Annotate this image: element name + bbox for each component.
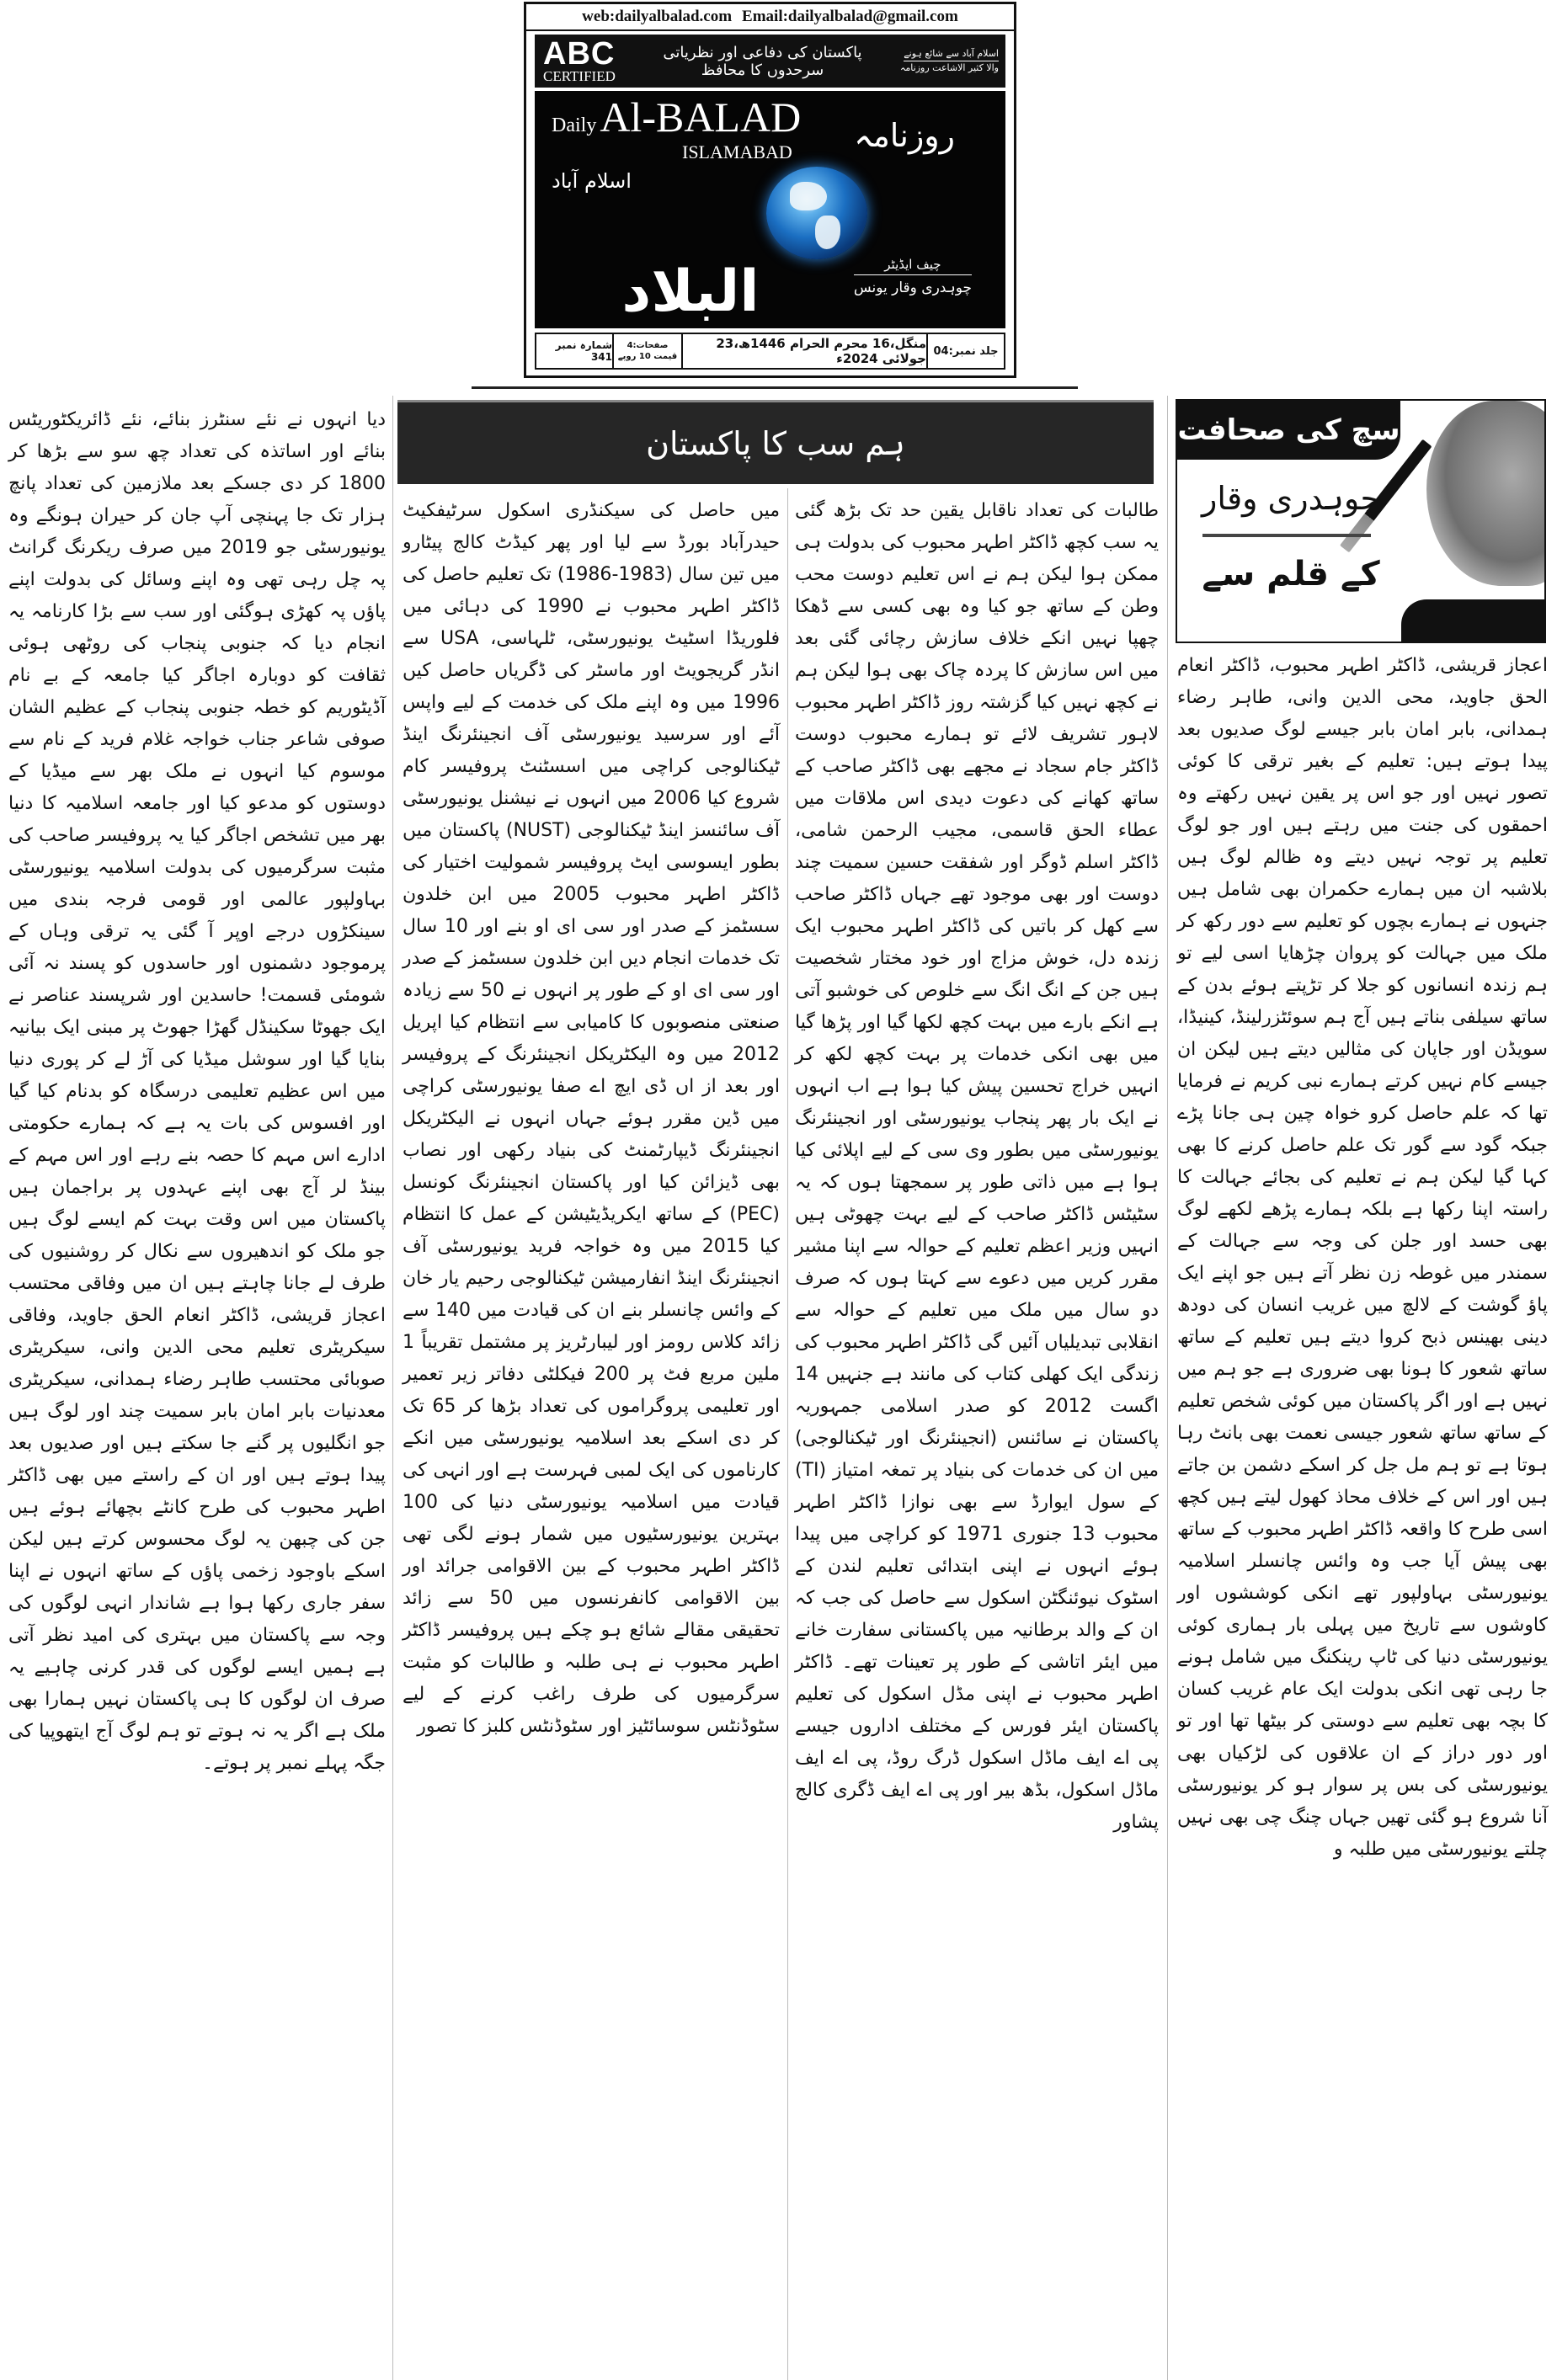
chief-editor-name: چوہدری وقار یونس xyxy=(853,280,972,296)
column-divider xyxy=(1167,396,1168,2380)
chief-editor xyxy=(854,256,972,297)
hand-image xyxy=(1426,401,1546,586)
email-link[interactable]: Email:dailyalbalad@gmail.com xyxy=(742,8,958,25)
issue-info-bar xyxy=(535,333,1005,370)
certified-label: CERTIFIED xyxy=(543,67,616,84)
pages-and-price xyxy=(612,334,681,368)
city-ur: اسلام آباد xyxy=(552,169,632,193)
column-1-text: اعجاز قریشی، ڈاکٹر اطہر محبوب، ڈاکٹر انعام الحق جاوید، محی الدین وانی، طاہر رضاء ہمدانی، بابر امان بابر جیسے لوگ صدیوں بعد پیدا ہوتے ہیں: تعلیم کے بغیر ترقی کا کوئی تصور نہیں اور جو اس پر یقین نہیں رکھتے وہ احمقوں کی جنت میں رہتے ہیں اور جو لوگ تعلیم پر توجہ نہیں دیتے وہ ظالم لوگ ہیں بلاشبہ ان میں ہمارے حکمران بھی شامل ہیں جنہوں نے ہمارے بچوں کو تعلیم سے دور رکھ کر ملک میں جہالت کو پروان چڑھایا اسی لیے تو ہم زندہ انسانوں کو جلا کر تڑپتے ہوئے بدن کے ساتھ سیلفی بناتے ہیں آج ہم سوئٹزرلینڈ، کینیڈا، سویڈن اور جاپان کی مثالیں دیتے ہیں لیکن ان جیسے کام نہیں کرتے ہمارے نبی کریم نے فرمایا تھا کہ علم حاصل کرو خواہ چین ہی جانا پڑے جبکہ گود سے گور تک علم حاصل کرنے کا بھی کہا گیا لیکن ہم نے تعلیم کی بجائے جہالت کا راستہ اپنا رکھا ہے بلکہ ہمارے پڑھے لکھے لوگ بھی حسد اور جلن کی وجہ سے جہالت کے سمندر میں غوطہ زن نظر آتے ہیں جو اپنے ایک پاؤ گوشت کے لالچ میں غریب انسان کی دودھ دینی بھینس ذبح کروا دیتے ہیں تعلیم کے ساتھ ساتھ شعور کا ہونا بھی ضروری ہے جو ہم میں نہیں ہے اور اگر پاکستان میں کوئی شخص تعلیم کے ساتھ ساتھ شعور جیسی نعمت بھی بانٹ رہا ہوتا ہے تو ہم مل جل کر اسکے دشمن بن جاتے ہیں اور اس کے خلاف محاذ کھول لیتے ہیں کچھ اسی طرح کا واقعہ ڈاکٹر اطہر محبوب کے ساتھ بھی پیش آیا جب وہ وائس چانسلر اسلامیہ یونیورسٹی بہاولپور تھے انکی کوششوں اور کاوشوں سے تاریخ میں پہلی بار ہماری کوئی یونیورسٹی دنیا کی ٹاپ رینکنگ میں شامل ہونے جا رہی تھی انکی بدولت ایک عام غریب کسان کا بچہ بھی تعلیم سے دوستی کر بیٹھا تھا اور تو اور دور دراز کے ان علاقوں کی لڑکیاں بھی یونیورسٹی کی بس پر سوار ہو کر یونیورسٹی آنا شروع ہو گئی تھیں جہاں چنگ چی بھی نہیں چلتے یونیورسٹی میں طلبہ و xyxy=(1177,655,1548,1860)
contact-line xyxy=(526,4,1014,31)
article-column-1 xyxy=(1177,650,1548,1866)
daily-label: Daily xyxy=(552,114,597,136)
column-banner: سچ کی صحافت xyxy=(1177,401,1400,460)
abc-label: ABC xyxy=(543,35,616,72)
column-4-text: دیا انہوں نے نئے سنٹرز بنائے، نئے ڈائریکٹوریٹس بنائے اور اساتذہ کی تعداد چھ سو سے بڑھا کر 1800 کر دی جسکے بعد ملازمین کی تعداد پانچ ہزار تک جا پہنچی آپ جان کر حیران ہونگے وہ یونیورسٹی جو 2019 میں صرف ریکرنگ گرانٹ پہ چل رہی تھی وہ اپنے وسائل کی بدولت اپنے پاؤں پہ کھڑی ہوگئی اور سب سے بڑا کارنامہ یہ انجام دیا کہ جنوبی پنجاب کی روٹھی ہوئی ثقافت کو دوبارہ اجاگر کیا جامعہ کے بے نام آڈیٹوریم کو خطہ جنوبی پنجاب کے عظیم الشان صوفی شاعر جناب خواجہ غلام فرید کے نام سے موسوم کیا انہوں نے ملک بھر سے میڈیا کے دوستوں کو مدعو کیا اور جامعہ اسلامیہ کا دنیا بھر میں تشخص اجاگر کیا یہ پروفیسر صاحب کی مثبت سرگرمیوں کی بدولت اسلامیہ یونیورسٹی بہاولپور عالمی اور قومی فرجہ بندی میں سینکڑوں درجے اوپر آ گئی یہ ترقی وہاں کے پرموجود دشمنوں اور حاسدوں کو پسند نہ آئی شومئی قسمت! حاسدین اور شرپسند عناصر نے ایک جھوٹا سکینڈل گھڑا جھوٹ پر مبنی ایک بیانیہ بنایا گیا اور سوشل میڈیا کی آڑ لے کر پوری دنیا میں اس عظیم تعلیمی درسگاہ کو بدنام کیا گیا اور افسوس کی بات یہ ہے کہ ہمارے حکومتی ادارے اس مہم کا حصہ بنے رہے اور اس مہم کے بینڈ لر آج بھی اپنے عہدوں پر براجمان ہیں پاکستان میں اس وقت بہت کم ایسے لوگ ہیں جو ملک کو اندھیروں سے نکال کر روشنیوں کی طرف لے جانا چاہتے ہیں ان میں وفاقی محتسب اعجاز قریشی، ڈاکٹر انعام الحق جاوید، وفاقی سیکریٹری تعلیم محی الدین وانی، سیکریٹری صوبائی محتسب طاہر رضاء ہمدانی، سیکریٹری معدنیات بابر امان بابر سمیت چند اور لوگ ہیں جو انگلیوں پر گنے جا سکتے ہیں اور صدیوں بعد پیدا ہوتے ہیں اور ان کے راستے میں بھی ڈاکٹر اطہر محبوب کی طرح کانٹے بچھائے ہوئے ہیں جن کی چبھن یہ لوگ محسوس کرتے ہیں لیکن اسکے باوجود زخمی پاؤں کے ساتھ انہوں نے اپنا سفر جاری رکھا ہوا ہے شاندار انہی لوگوں کی وجہ سے پاکستان میں بہتری کی امید نظر آتی ہے ہمیں ایسے لوگوں کی قدر کرنی چاہیے یہ صرف ان لوگوں کا ہی پاکستان نہیں ہمارا بھی ملک ہے اگر یہ نہ ہوتے تو ہم لوگ آج ایتھوپیا کی جگہ پہلے نمبر پر ہوتے۔ xyxy=(8,409,386,1774)
masthead-strip xyxy=(535,35,1005,88)
publication-info xyxy=(889,47,1005,75)
column-divider xyxy=(787,488,788,2380)
column-3-text: میں حاصل کی سیکنڈری اسکول سرٹیفکیٹ حیدرآباد بورڈ سے لیا اور پھر کیڈٹ کالج پیٹارو میں تین سال (1983-1986) تک تعلیم حاصل کی ڈاکٹر اطہر محبوب نے 1990 کی دہائی میں فلوریڈا اسٹیٹ یونیورسٹی، ٹلہاسی، USA سے انڈر گریجویٹ اور ماسٹر کی ڈگریاں حاصل کیں 1996 میں وہ اپنے ملک کی خدمت کے لیے واپس آئے اور سرسید یونیورسٹی آف انجینئرنگ اینڈ ٹیکنالوجی کراچی میں اسسٹنٹ پروفیسر کام شروع کیا 2006 میں انہوں نے نیشنل یونیورسٹی آف سائنسز اینڈ ٹیکنالوجی (NUST) پاکستان میں بطور ایسوسی ایٹ پروفیسر شمولیت اختیار کی ڈاکٹر اطہر محبوب 2005 میں ابن خلدون سسٹمز کے صدر اور سی ای او بنے اور 10 سال تک خدمات انجام دیں ابن خلدون سسٹمز کے صدر اور سی ای او کے طور پر انہوں نے 50 سے زیادہ صنعتی منصوبوں کا کامیابی سے انتظام کیا اپریل 2012 میں وہ الیکٹریکل انجینئرنگ کے پروفیسر اور بعد از اں ڈی ایچ اے صفا یونیورسٹی کراچی میں ڈین مقرر ہوئے جہاں انہوں نے الیکٹریکل انجینئرنگ ڈیپارٹمنٹ کی بنیاد رکھی اور نصاب بھی ڈیزائن کیا اور پاکستان انجینئرنگ کونسل (PEC) کے ساتھ ایکریڈیٹیشن کے عمل کا انتظام کیا 2015 میں وہ خواجہ فرید یونیورسٹی آف انجینئرنگ اینڈ انفارمیشن ٹیکنالوجی رحیم یار خان کے وائس چانسلر بنے ان کی قیادت میں 140 سے زائد کلاس رومز اور لیبارٹریز پر مشتمل تقریباً 1 ملین مربع فٹ پر 200 فیکلٹی دفاتر زیر تعمیر اور تعلیمی پروگراموں کی تعداد بڑھا کر 65 تک کر دی اسکے بعد اسلامیہ یونیورسٹی میں انکے کارناموں کی ایک لمبی فہرست ہے اور انہی کی قیادت میں اسلامیہ یونیورسٹی دنیا کی 100 بہترین یونیورسٹیوں میں شمار ہونے لگی تھی ڈاکٹر اطہر محبوب کے بین الاقوامی جرائد اور بین الاقوامی کانفرنسوں میں 50 سے زائد تحقیقی مقالے شائع ہو چکے ہیں پروفیسر ڈاکٹر اطہر محبوب نے ہی طلبہ و طالبات کو مثبت سرگرمیوں کی طرف راغب کرنے کے لیے سٹوڈنٹس سوسائٹیز اور سٹوڈنٹس کلبز کا تصور xyxy=(403,500,781,1737)
chief-editor-title: چیف ایڈیٹر xyxy=(854,256,972,275)
price: قیمت 10 روپے xyxy=(617,352,678,361)
promo-corner xyxy=(1401,599,1544,642)
columnist-promo-box xyxy=(1176,399,1546,643)
article-headline-box xyxy=(397,400,1154,484)
article-column-3 xyxy=(403,495,780,1743)
globe-land-south-america xyxy=(815,216,840,249)
publication-info-line1: اسلام آباد سے شائع ہونے xyxy=(904,47,999,61)
roznama-label: روزنامہ xyxy=(854,117,955,154)
abc-certified-badge xyxy=(535,35,636,84)
slogan: پاکستان کی دفاعی اور نظریاتی سرحدوں کا محافظ xyxy=(663,43,862,79)
globe-icon xyxy=(766,167,867,259)
article-headline: ہم سب کا پاکستان xyxy=(646,424,905,462)
issue-number: شمارہ نمبر 341 xyxy=(555,339,612,363)
publication-info-line2: والا کثیر الاشاعت روزنامہ xyxy=(899,62,999,73)
masthead-underline xyxy=(472,386,1078,389)
page-count: صفحات:4 xyxy=(627,341,669,350)
newspaper-name-en: Al-BALAD xyxy=(600,93,802,141)
issue-date: منگل،16 محرم الحرام 1446ھ،23 جولائی 2024ء xyxy=(681,334,926,368)
article-column-4 xyxy=(8,404,386,1780)
volume-number: جلد نمبر:04 xyxy=(926,334,1004,368)
newspaper-logo-urdu: البلاد xyxy=(621,258,760,325)
promo-divider xyxy=(1202,534,1371,537)
column-divider xyxy=(392,396,393,2380)
city-en: ISLAMABAD xyxy=(682,141,792,162)
globe-land-north-america xyxy=(790,182,827,210)
website-link[interactable]: web:dailyalbalad.com xyxy=(582,8,733,25)
columnist-name: چوہدری وقار xyxy=(1202,480,1380,517)
column-2-text: طالبات کی تعداد ناقابل یقین حد تک بڑھ گئی یہ سب کچھ ڈاکٹر اطہر محبوب کی بدولت ہی ممکن ہوا لیکن ہم نے اس تعلیم دوست محب وطن کے ساتھ جو کیا وہ بھی کسی سے ڈھکا چھپا نہیں انکے خلاف سازش رچائی گئی بعد میں اس سازش کا پردہ چاک بھی ہوا لیکن ہم نے کچھ نہیں کیا گزشتہ روز ڈاکٹر اطہر محبوب لاہور تشریف لائے تو ہمارے محبوب دوست ڈاکٹر جام سجاد نے مجھے بھی ڈاکٹر صاحب کے ساتھ کھانے کی دعوت دیدی اس ملاقات میں عطاء الحق قاسمی، مجیب الرحمن شامی، ڈاکٹر اسلم ڈوگر اور شفقت حسین سمیت چند دوست اور بھی موجود تھے جہاں ڈاکٹر صاحب سے کھل کر باتیں کی ڈاکٹر اطہر محبوب ایک زندہ دل، خوش مزاج اور خود مختار شخصیت ہیں جن کے انگ انگ سے خلوص کی خوشبو آتی ہے انکے بارے میں بہت کچھ لکھا گیا اور پڑھا گیا میں بھی انکی خدمات پر بہت کچھ لکھ کر انہیں خراج تحسین پیش کیا ہوا ہے اب انہوں نے ایک بار پھر پنجاب یونیورسٹی اور انجینئرنگ یونیورسٹی میں بطور وی سی کے لیے اپلائی کیا ہوا ہے میں ذاتی طور پر سمجھتا ہوں کہ یہ سٹیٹس ڈاکٹر صاحب کے لیے بہت چھوٹی ہیں انہیں وزیر اعظم تعلیم کے حوالہ سے اپنا مشیر مقرر کریں میں دعوے سے کہتا ہوں کہ صرف دو سال میں ملک میں تعلیم کے حوالہ سے انقلابی تبدیلیاں آئیں گی ڈاکٹر اطہر محبوب کی زندگی ایک کھلی کتاب کی مانند ہے جنہیں 14 اگست 2012 کو صدر اسلامی جمہوریہ پاکستان نے سائنس (انجینئرنگ اور ٹیکنالوجی) میں ان کی خدمات کی بنیاد پر تمغہ امتیاز (TI) کے سول ایوارڈ سے بھی نوازا ڈاکٹر اطہر محبوب 13 جنوری 1971 کو کراچی میں پیدا ہوئے انہوں نے اپنی ابتدائی تعلیم لندن کے اسٹوک نیوئنگٹن اسکول سے حاصل کی جب کہ ان کے والد برطانیہ میں پاکستانی سفارت خانے میں ایئر اتاشی کے طور پر تعینات تھے۔ ڈاکٹر اطہر محبوب نے اپنی مڈل اسکول کی تعلیم پاکستان ایئر فورس کے مختلف اداروں جیسے پی اے ایف ماڈل اسکول ڈرگ روڈ، پی اے ایف ماڈل اسکول، بڈھ بیر اور پی اے ایف ڈگری کالج پشاور xyxy=(795,500,1159,1833)
masthead-logo-area xyxy=(535,91,1005,328)
article-column-2 xyxy=(795,495,1159,1839)
masthead xyxy=(524,2,1016,378)
columnist-byline: کے قلم سے xyxy=(1202,555,1380,594)
